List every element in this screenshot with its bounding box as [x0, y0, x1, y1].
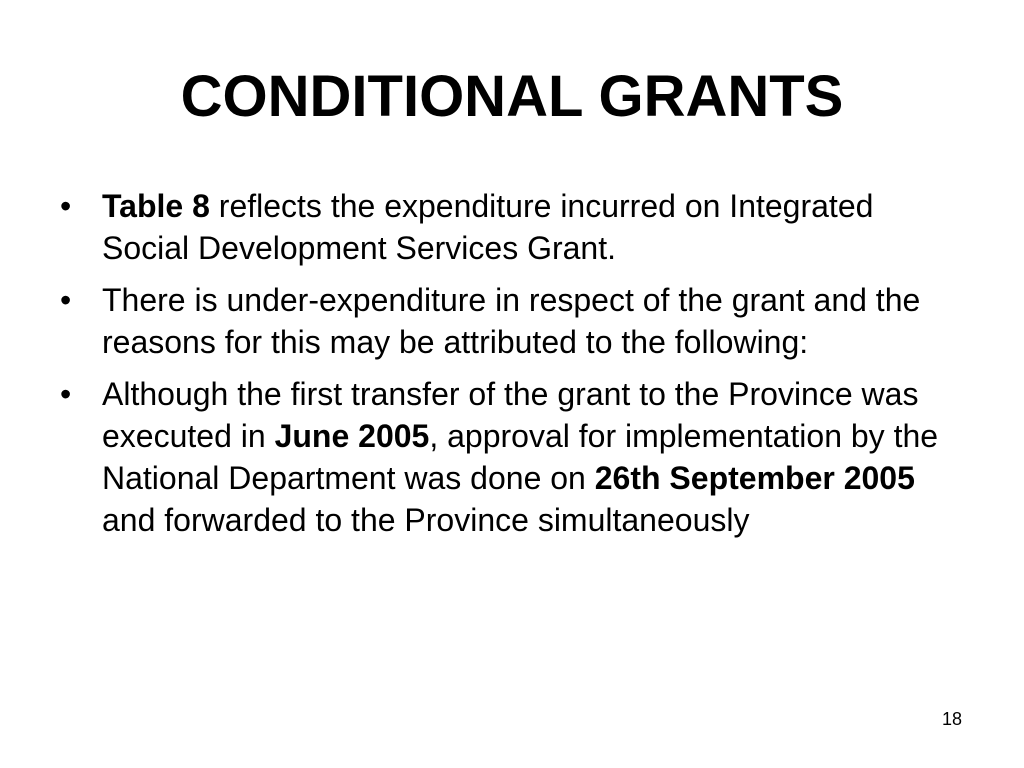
bullet-marker: •: [60, 188, 72, 224]
bullet-item-3: [60, 373, 960, 541]
bullet-marker: •: [60, 376, 72, 412]
page-number: 18: [941, 709, 962, 729]
bullet-text-bold: 26th September 2005: [594, 460, 915, 496]
bullet-marker: •: [60, 282, 72, 318]
bullet-text-bold: June 2005: [274, 418, 430, 454]
bullet-text: There is under-expenditure in respect of the grant and the reasons for this may be attributed to the following:: [102, 282, 921, 360]
slide-title: CONDITIONAL GRANTS: [180, 64, 844, 129]
bullet-text: Although the first transfer of the grant to the Province was executed in: [102, 376, 919, 454]
bullet-text: and forwarded to the Province simultaneously: [102, 502, 750, 538]
bullet-item-1: [60, 185, 960, 269]
bullet-text-bold: Table 8: [102, 188, 210, 224]
bullet-list: [60, 185, 960, 551]
bullet-item-2: [60, 279, 960, 363]
bullet-text: reflects the expenditure incurred on Integrated Social Development Services Grant.: [102, 188, 874, 266]
bullet-text: , approval for implementation by the National Department was done on: [102, 418, 939, 496]
